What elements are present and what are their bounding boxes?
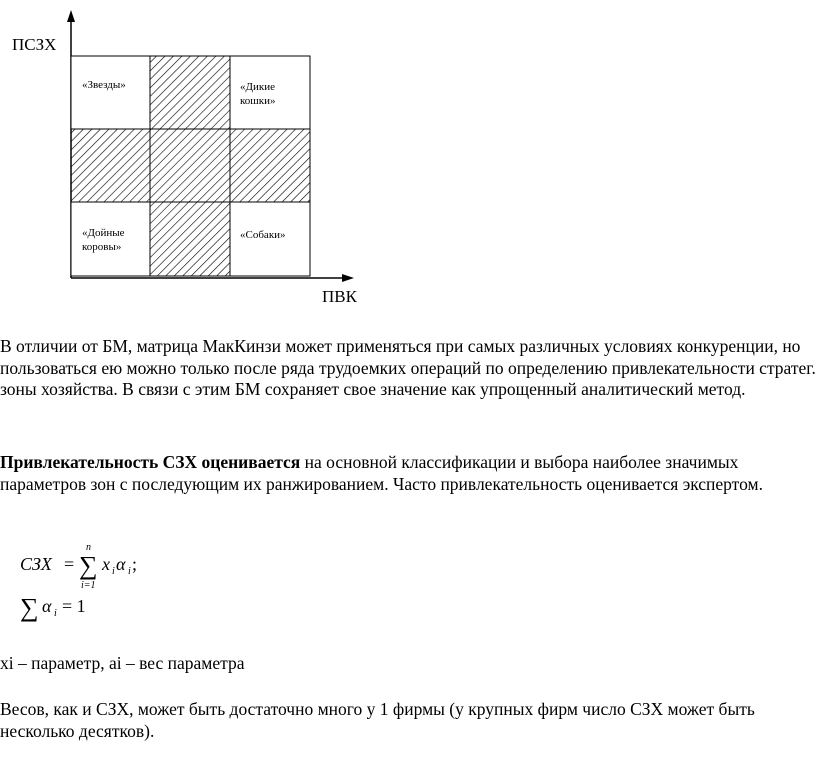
formula-lower: i=1 (81, 580, 96, 591)
formula (20, 538, 180, 628)
x-axis-arrow (342, 274, 354, 282)
paragraph-weights: Весов, как и СЗХ, может быть достаточно много у 1 фирмы (у крупных фирм число СЗХ может быть несколько десятков). (0, 699, 755, 741)
paragraph-params: xi – параметр, ai – вес параметра (0, 653, 245, 673)
cell-center (150, 129, 230, 202)
formula-upper: n (86, 542, 91, 553)
formula-semicolon: ; (132, 554, 138, 574)
formula2-eq: = 1 (62, 596, 86, 616)
bcg-matrix-diagram (0, 0, 400, 310)
formula-sub-x: i (112, 566, 115, 577)
paragraph-attractiveness (0, 452, 816, 495)
x-axis-label: ПВК (322, 287, 357, 306)
cell-stars (71, 56, 150, 129)
cell-middle-left (71, 129, 150, 202)
formula2-sum: ∑ (20, 593, 39, 622)
formula-term-a: α (116, 554, 126, 574)
cell-bottom-middle (150, 202, 230, 276)
formula-eq: = (64, 554, 75, 574)
label-stars: «Звезды» (82, 79, 126, 91)
label-dogs: «Собаки» (240, 229, 286, 241)
formula2-term-a: α (42, 596, 52, 616)
formula-sub-a: i (128, 566, 131, 577)
paragraph-mckinsey: В отличии от БМ, матрица МакКинзи может применяться при самых различных условиях конкуренции, но пользоваться ею можно только после ряда трудоемких операций по определению привлекательности стратег. зоны хозяйства. В связи с этим БМ сохраняет свое значение как упрощенный аналитический метод. (0, 336, 816, 400)
label-cows-1: «Дойные (82, 227, 125, 239)
attractiveness-rest: на основной классификации и выбора наиболее значимых параметров зон с последующим их ранжированием. Часто привлекательность оценивается экспертом. (0, 452, 763, 494)
label-cows-2: коровы» (82, 241, 122, 253)
attractiveness-bold: Привлекательность СЗХ оценивается (0, 452, 301, 472)
y-axis-label: ПСЗХ (12, 35, 57, 54)
formula-sum: ∑ (79, 551, 98, 580)
label-wildcats-2: кошки» (240, 95, 276, 107)
formula-lhs: СЗХ (20, 554, 52, 574)
formula-term-x: x (102, 554, 110, 574)
cell-cows (71, 202, 150, 276)
cell-top-middle (150, 56, 230, 129)
label-wildcats-1: «Дикие (240, 81, 276, 93)
cell-middle-right (230, 129, 310, 202)
y-axis-arrow (67, 10, 75, 22)
formula2-sub: i (54, 608, 57, 619)
